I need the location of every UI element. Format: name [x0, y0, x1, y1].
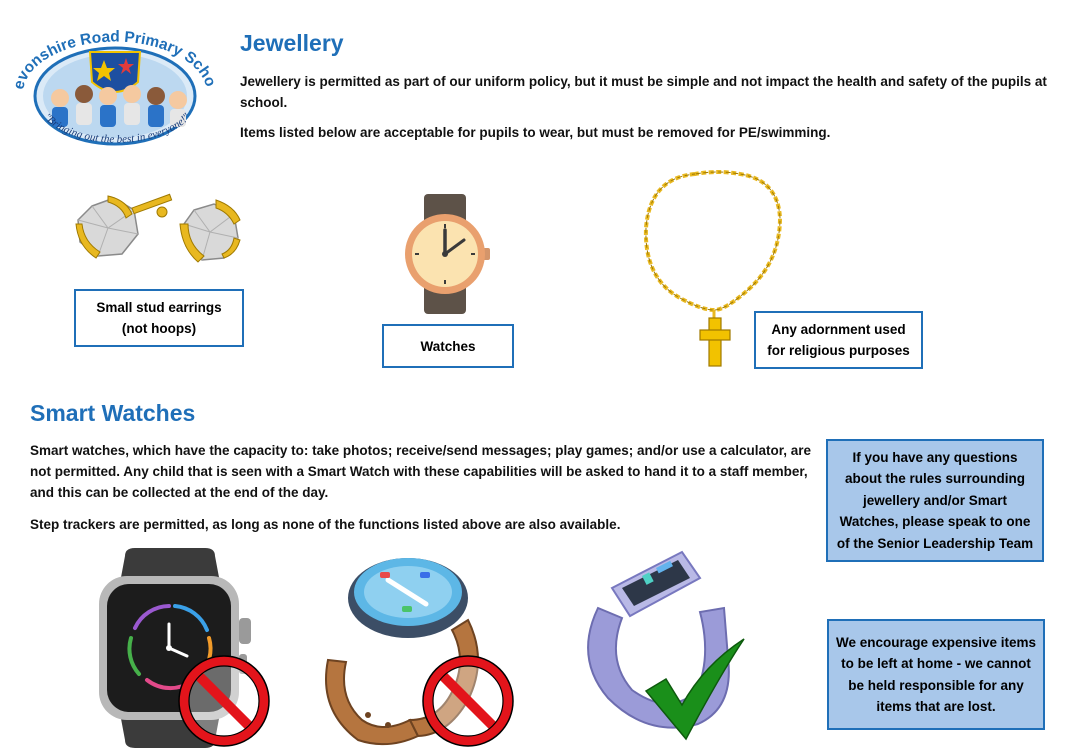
caption-watches — [382, 324, 514, 368]
expensive-items-info-box — [827, 619, 1045, 730]
expensive-items-info-text: We encourage expensive items to be left at home - we cannot be held responsible for any items that are lost. — [835, 634, 1037, 714]
jewellery-intro-paragraph: Jewellery is permitted as part of our uniform policy, but it must be simple and not impact the health and safety of the pupils at school. — [240, 74, 1047, 110]
caption-stud-earrings-text: Small stud earrings (not hoops) — [96, 300, 222, 336]
jewellery-removal-paragraph: Items listed below are acceptable for pupils to wear, but must be removed for PE/swimming. — [240, 125, 831, 140]
prohibited-icon — [178, 655, 270, 747]
questions-info-text: If you have any questions about the rules surrounding jewellery and/or Smart Watches, please speak to one of the Senior Leadership Team — [836, 449, 1034, 551]
logo-school-name: Devonshire Road Primary School — [6, 11, 219, 92]
caption-stud-earrings — [74, 289, 244, 347]
smart-watches-rules-paragraph: Smart watches, which have the capacity to: take photos; receive/send messages; play games; and/or use a calculator, are not permitted. Any child that is seen with a Smart Watch with these capabilities will be asked to hand it to a staff member, and this can be collected at the end of the day. — [30, 443, 812, 500]
caption-watches-text: Watches — [420, 338, 476, 354]
step-trackers-paragraph: Step trackers are permitted, as long as none of the functions listed above are also available. — [30, 517, 621, 532]
logo-motto: "Bringing out the best in everyone!" — [41, 111, 193, 146]
smart-watches-heading: Smart Watches — [30, 400, 196, 426]
school-logo — [6, 11, 219, 154]
wristwatch-icon — [400, 192, 500, 317]
jewellery-heading: Jewellery — [240, 30, 344, 56]
school-logo-graphic — [6, 11, 219, 154]
stud-earrings-icon — [70, 190, 250, 280]
questions-info-box — [826, 439, 1044, 562]
prohibited-icon — [422, 655, 514, 747]
caption-religious-adornment — [754, 311, 923, 369]
checkmark-icon — [640, 635, 750, 745]
caption-religious-adornment-text: Any adornment used for religious purposes — [767, 322, 910, 358]
